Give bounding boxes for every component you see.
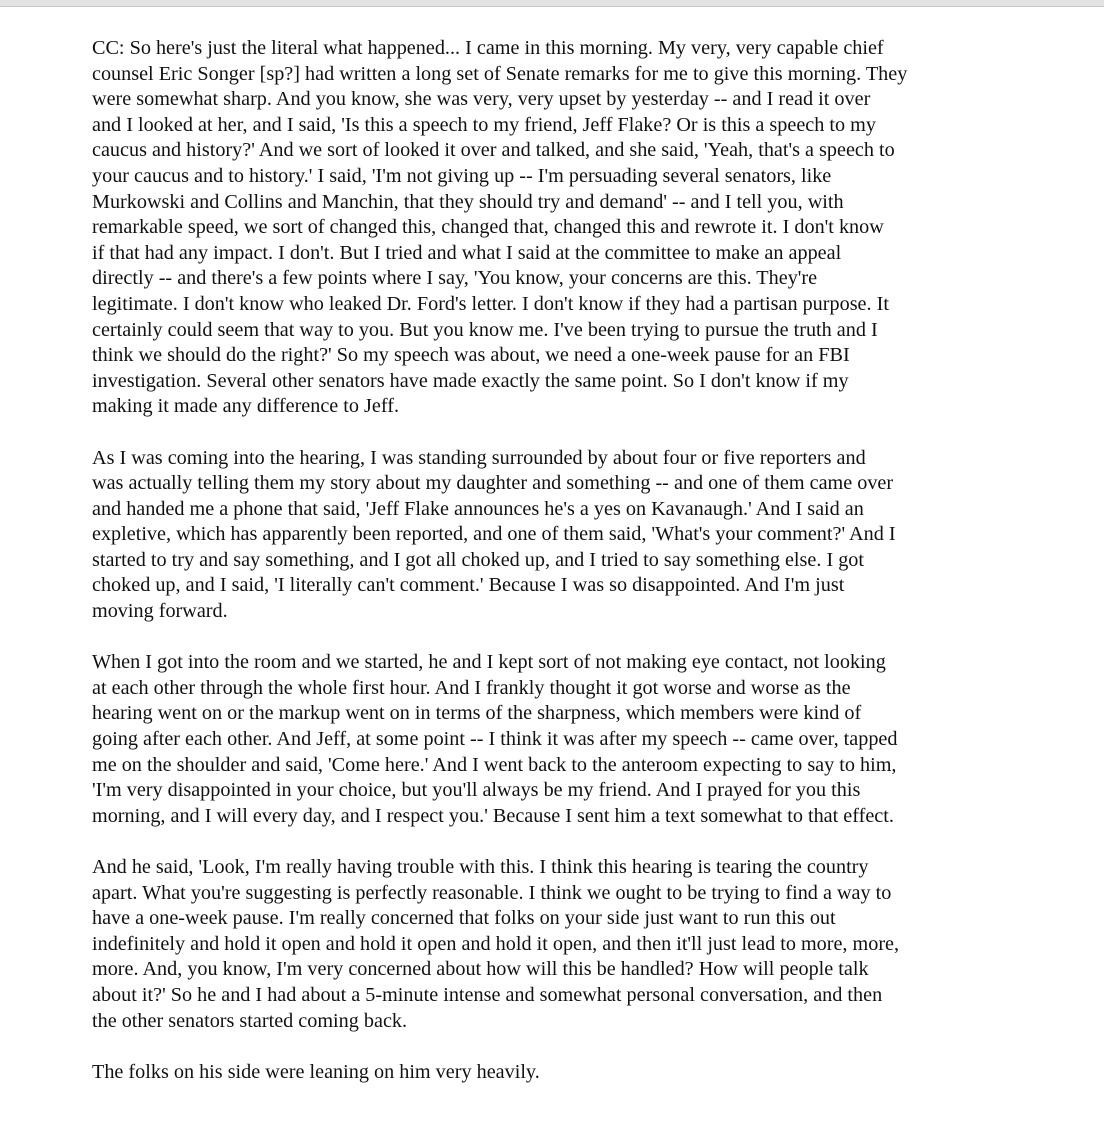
text-line: And he said, 'Look, I'm really having trouble with this. I think this hearing is tearing the country: [92, 856, 869, 878]
text-line: caucus and history?' And we sort of looked it over and talked, and she said, 'Yeah, that's a speech to: [92, 139, 895, 162]
text-line: directly -- and there's a few points where I say, 'You know, your concerns are this. They're: [92, 267, 818, 290]
text-line: think we should do the right?' So my speech was about, we need a one-week pause for an FBI: [92, 344, 850, 367]
text-line: choked up, and I said, 'I literally can't comment.' Because I was so disappointed. And I'm just: [92, 574, 845, 597]
text-line: and I looked at her, and I said, 'Is this a speech to my friend, Jeff Flake? Or is this a speech to my: [92, 113, 876, 136]
window-top-edge: [0, 0, 1104, 7]
text-line: about it?' So he and I had about a 5-minute intense and somewhat personal conversation, and then: [92, 983, 883, 1006]
text-line: at each other through the whole first hour. And I frankly thought it got worse and worse as the: [92, 676, 851, 699]
text-line: The folks on his side were leaning on him very heavily.: [92, 1060, 540, 1083]
text-line: going after each other. And Jeff, at some point -- I think it was after my speech -- came over, tapped: [92, 728, 898, 751]
text-line: have a one-week pause. I'm really concerned that folks on your side just want to run this out: [92, 907, 836, 930]
text-line: me on the shoulder and said, 'Come here.' And I went back to the anteroom expecting to say to him,: [92, 753, 897, 776]
text-line: hearing went on or the markup went on in terms of the sharpness, which members were kind of: [92, 702, 862, 725]
text-line: When I got into the room and we started, he and I kept sort of not making eye contact, not looking: [92, 651, 886, 674]
text-line: 'I'm very disappointed in your choice, but you'll always be my friend. And I prayed for you this: [92, 779, 861, 802]
text-line: were somewhat sharp. And you know, she was very, very upset by yesterday -- and I read it over: [92, 88, 871, 111]
text-line: moving forward.: [92, 600, 228, 623]
paragraph-3: [92, 650, 1042, 829]
text-line: remarkable speed, we sort of changed this, changed that, changed this and rewrote it. I don't know: [92, 216, 884, 239]
text-line: more. And, you know, I'm very concerned about how will this be handled? How will people talk: [92, 958, 869, 981]
document-text-body: [92, 36, 1042, 1111]
text-line: started to try and say something, and I got all choked up, and I tried to say something else. I got: [92, 548, 865, 571]
text-line: As I was coming into the hearing, I was standing surrounded by about four or five reporters and: [92, 446, 866, 469]
text-line: your caucus and to history.' I said, 'I'm not giving up -- I'm persuading several senators, like: [92, 164, 832, 187]
text-line: expletive, which has apparently been reported, and one of them said, 'What's your comment?' And I: [92, 523, 896, 546]
paragraph-2: [92, 446, 1042, 625]
text-line: CC: So here's just the literal what happened... I came in this morning. My very, very capable chief: [92, 37, 884, 59]
text-line: was actually telling them my story about my daughter and something -- and one of them came over: [92, 472, 894, 495]
text-line: and handed me a phone that said, 'Jeff Flake announces he's a yes on Kavanaugh.' And I said an: [92, 497, 864, 520]
text-line: legitimate. I don't know who leaked Dr. Ford's letter. I don't know if they had a partisan purpose. It: [92, 292, 889, 315]
text-line: investigation. Several other senators have made exactly the same point. So I don't know if my: [92, 369, 849, 392]
paragraph-5: [92, 1060, 1042, 1086]
text-line: indefinitely and hold it open and hold it open and hold it open, and then it'll just lead to more, more,: [92, 932, 900, 955]
text-line: if that had any impact. I don't. But I tried and what I said at the committee to make an appeal: [92, 241, 842, 264]
paragraph-4: [92, 855, 1042, 1034]
text-line: apart. What you're suggesting is perfectly reasonable. I think we ought to be trying to find a way to: [92, 881, 892, 904]
document-page: [0, 7, 1104, 1130]
text-line: making it made any difference to Jeff.: [92, 395, 400, 418]
text-line: the other senators started coming back.: [92, 1009, 408, 1032]
paragraph-1: [92, 36, 1042, 420]
text-line: counsel Eric Songer [sp?] had written a long set of Senate remarks for me to give this morning. They: [92, 62, 908, 85]
text-line: certainly could seem that way to you. But you know me. I've been trying to pursue the truth and I: [92, 318, 878, 341]
text-line: Murkowski and Collins and Manchin, that they should try and demand' -- and I tell you, with: [92, 190, 844, 213]
text-line: morning, and I will every day, and I respect you.' Because I sent him a text somewhat to that effect.: [92, 804, 894, 827]
